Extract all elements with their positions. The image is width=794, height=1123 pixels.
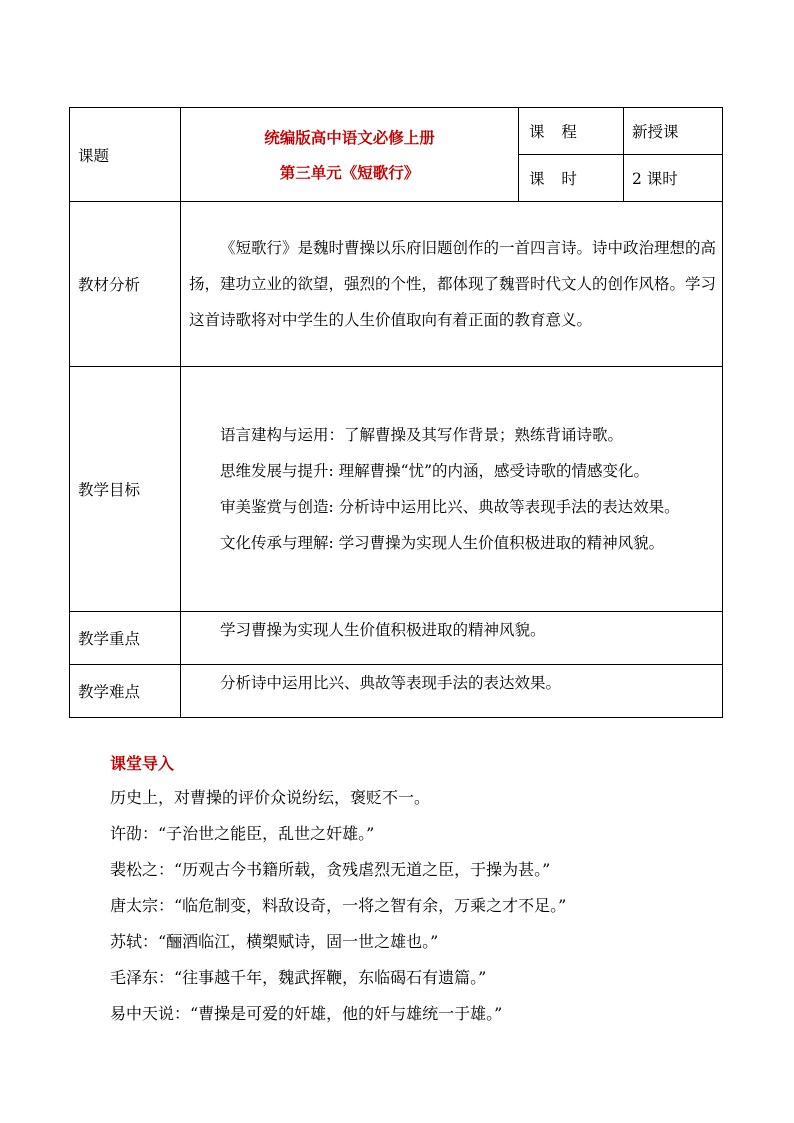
difficulties-text: 分析诗中运用比兴、典故等表现手法的表达效果。: [220, 674, 562, 692]
goal-item-culture: 文化传承与理解: 学习曹操为实现人生价值积极进取的精神风貌。: [220, 534, 665, 552]
analysis-label: 教材分析: [70, 202, 181, 367]
goal-item-thinking: 思维发展与提升: 理解曹操“忧”的内涵，感受诗歌的情感变化。: [220, 462, 649, 480]
course-type-label: 课 程: [519, 108, 624, 155]
analysis-text: 《短歌行》是魏时曹操以乐府旧题创作的一首四言诗。诗中政治理想的高扬，建功立业的欲望，强烈的个性，都体现了魏晋时代文人的创作风格。学习这首诗歌将对中学生的人生价值取向有着正面的教育意义。: [189, 239, 717, 329]
key-points-text: 学习曹操为实现人生价值积极进取的精神风貌。: [220, 621, 546, 639]
intro-line: 苏轼：“酾酒临江，横槊赋诗，固一世之雄也。”: [110, 932, 439, 951]
key-points-label: 教学重点: [70, 612, 181, 665]
course-type-value: 新授课: [624, 108, 723, 155]
goal-item-language: 语言建构与运用：了解曹操及其写作背景；熟练背诵诗歌。: [220, 426, 624, 444]
intro-line: 毛泽东：“往事越千年，魏武挥鞭，东临碣石有遗篇。”: [110, 968, 487, 987]
intro-title: 课堂导入: [110, 754, 175, 773]
difficulties-label: 教学难点: [70, 665, 181, 718]
lesson-title: [181, 108, 519, 202]
key-points-cell: [181, 612, 723, 665]
hours-value: 2 课时: [624, 155, 723, 202]
goals-label: 教学目标: [70, 367, 181, 612]
lesson-plan-table: [69, 107, 723, 718]
goals-cell: [181, 367, 723, 612]
lesson-title-line2: 第三单元《短歌行》: [279, 162, 420, 182]
intro-line: 许劭：“子治世之能臣，乱世之奸雄。”: [110, 824, 375, 843]
intro-line: 历史上，对曹操的评价众说纷纭，褒贬不一。: [110, 788, 431, 807]
lesson-title-line1: 统编版高中语文必修上册: [264, 127, 435, 147]
course-label: 课题: [70, 108, 181, 202]
intro-line: 裴松之：“历观古今书籍所载，贪残虐烈无道之臣，于操为甚。”: [110, 860, 551, 879]
intro-section: [110, 752, 710, 1032]
intro-line: 易中天说：“曹操是可爱的奸雄，他的奸与雄统一于雄。”: [110, 1004, 503, 1023]
intro-line: 唐太宗：“临危制变，料敌设奇，一将之智有余，万乘之才不足。”: [110, 896, 567, 915]
difficulties-cell: [181, 665, 723, 718]
hours-label: 课 时: [519, 155, 624, 202]
goal-item-aesthetic: 审美鉴赏与创造: 分析诗中运用比兴、典故等表现手法的表达效果。: [220, 498, 680, 516]
analysis-cell: [181, 202, 723, 367]
